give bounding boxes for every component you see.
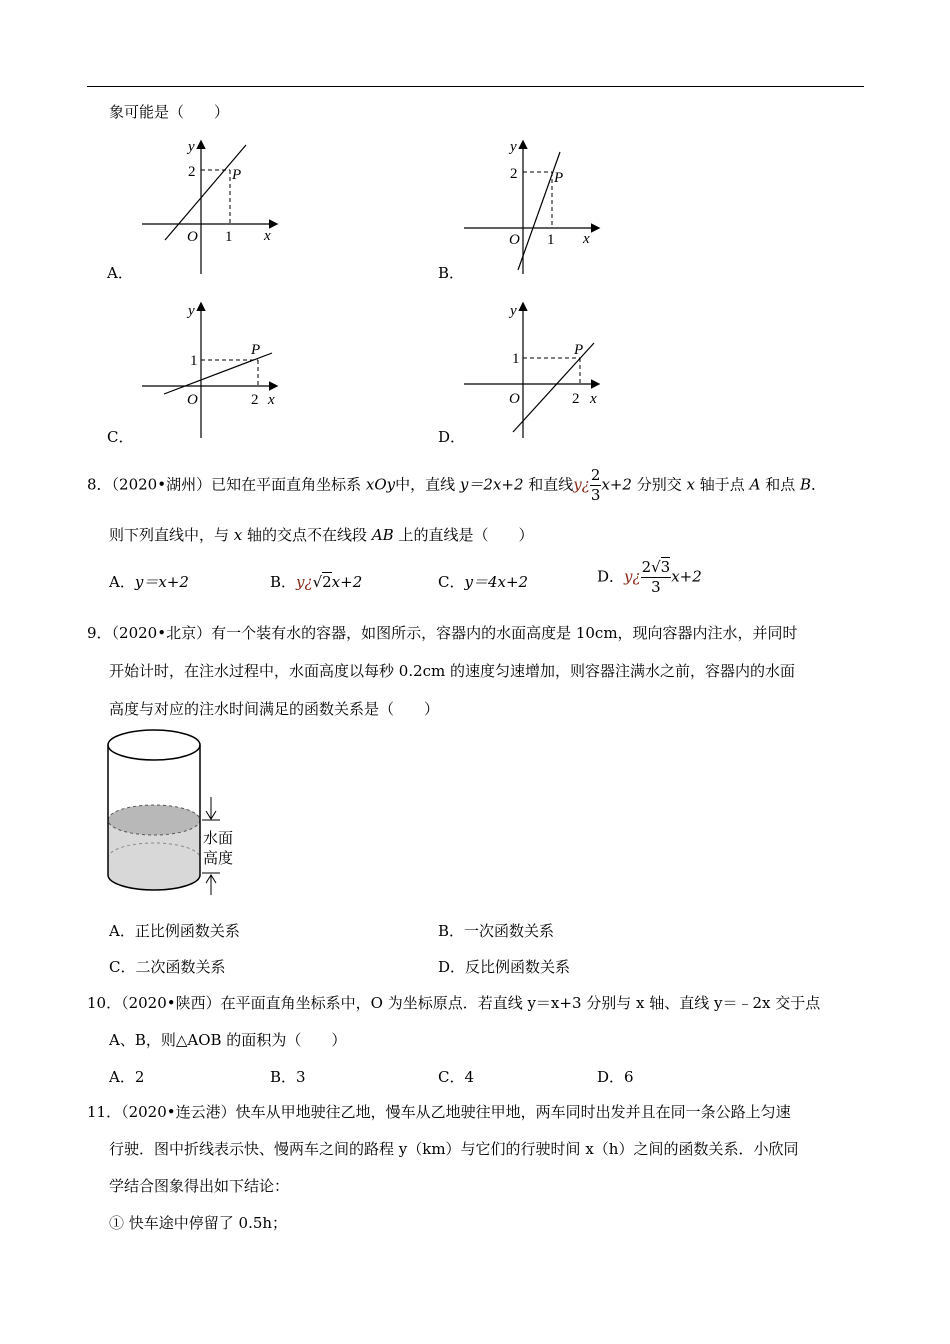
q8-x-var: x	[233, 526, 243, 544]
q8-point-a: A	[749, 475, 761, 494]
header-rule	[87, 86, 864, 87]
q7-graph-d	[460, 300, 610, 440]
q8-text: 分别交	[636, 475, 682, 494]
q10-number: 10．	[87, 994, 122, 1012]
q8-line2-fraction	[590, 468, 602, 503]
q9-option-b[interactable]: B．一次函数关系	[438, 922, 555, 940]
label-water-1: 水面	[203, 831, 234, 847]
option-text: y＝4x+2	[464, 573, 529, 591]
q9-container-figure	[100, 725, 250, 895]
graph-line	[165, 145, 246, 240]
y-tick-label: 2	[188, 164, 196, 180]
x-label: x	[590, 391, 597, 407]
y-tick-label: 2	[510, 166, 518, 182]
x-tick-label: 2	[572, 391, 580, 407]
x-label: x	[264, 228, 271, 244]
option-lhs: y¿	[624, 567, 641, 586]
x-tick-label: 1	[547, 232, 555, 248]
point-label: P	[554, 170, 564, 186]
option-label: D．	[597, 567, 625, 586]
q7-tail: 象可能是（ ）	[109, 103, 230, 121]
q8-x-var: x	[686, 475, 695, 494]
y-tick-label: 1	[190, 353, 198, 369]
q8-option-c[interactable]	[438, 571, 528, 592]
q7-graph-a	[138, 138, 288, 276]
point-label: P	[574, 342, 584, 358]
point-label: P	[232, 167, 242, 183]
q8-point-b: B	[800, 475, 812, 494]
q8-text: 和直线	[528, 475, 574, 494]
q9-text: 有一个装有水的容器，如图所示，容器内的水面高度是 10cm，现向容器内注水，并同时	[211, 624, 798, 642]
q8-line-2	[109, 524, 534, 545]
q7-option-c-label: C．	[107, 428, 134, 446]
denominator: 3	[590, 486, 601, 504]
q8-option-d[interactable]	[597, 560, 702, 595]
q8-number: 8．	[87, 475, 112, 494]
q9-option-c[interactable]: C．二次函数关系	[109, 958, 226, 976]
option-fraction: $\frac{2√3}{3}$	[641, 558, 671, 596]
option-lhs: y¿	[296, 573, 313, 591]
q9-line-2: 开始计时，在注水过程中，水面高度以每秒 0.2cm 的速度匀速增加，则容器注满水之前，容器内的水面	[109, 662, 796, 680]
q8-text: 轴的交点不在线段	[247, 526, 368, 544]
option-label: B．	[270, 573, 297, 591]
q9-option-a[interactable]: A．正比例函数关系	[109, 922, 240, 940]
q11-text: 快车从甲地驶往乙地，慢车从乙地驶往甲地，两车同时出发并且在同一条公路上匀速	[235, 1103, 791, 1121]
q10-option-d[interactable]: D．6	[597, 1068, 634, 1086]
numerator: 2	[590, 466, 601, 484]
radicand: 3	[660, 558, 671, 576]
q11-source: （2020•连云港）	[121, 1103, 236, 1121]
q10-option-a[interactable]: A．2	[109, 1068, 145, 1086]
q9-source: （2020•北京）	[111, 624, 212, 642]
option-label: A．	[109, 573, 135, 591]
q8-line2-lhs: y¿	[573, 475, 590, 494]
q10-text: 在平面直角坐标系中，O 为坐标原点．若直线 y＝x+3 分别与 x 轴、直线 y＝﹣2x 交于点	[220, 994, 821, 1012]
q8-text: 和点	[765, 475, 796, 494]
q8-text: 则下列直线中，与	[109, 526, 230, 544]
y-label: y	[188, 139, 195, 155]
q11-line-3: 学结合图象得出如下结论：	[109, 1177, 290, 1195]
y-label: y	[188, 303, 195, 319]
point-label: P	[251, 342, 261, 358]
q8-text: 轴于点	[699, 475, 745, 494]
q7-option-d-label: D．	[438, 428, 466, 446]
q8-source: （2020•湖州）	[111, 475, 212, 494]
option-rest: x+2	[671, 567, 702, 586]
y-label: y	[510, 139, 517, 155]
q11-item-1: ① 快车途中停留了 0.5h；	[109, 1214, 288, 1232]
q9-number: 9．	[87, 624, 112, 642]
sqrt: √2	[312, 573, 332, 591]
option-text: y＝x+2	[134, 573, 189, 591]
x-tick-label: 2	[251, 392, 259, 408]
q10-source: （2020•陕西）	[121, 994, 221, 1012]
label-water-2: 高度	[203, 851, 234, 867]
q7-option-b-label: B．	[438, 264, 465, 282]
q10-line-1	[87, 992, 820, 1013]
water-surface-outline	[108, 805, 200, 835]
q7-graph-b	[460, 138, 610, 276]
q8-text: 上的直线是（ ）	[398, 526, 534, 544]
q8-text: 中，直线	[395, 475, 456, 494]
q7-option-a-label: A．	[107, 264, 133, 282]
y-tick-label: 1	[512, 351, 520, 367]
q10-option-b[interactable]: B．3	[270, 1068, 306, 1086]
q11-line-2: 行驶．图中折线表示快、慢两车之间的路程 y（km）与它们的行驶时间 x（h）之间的函数关系．小欣同	[109, 1140, 799, 1158]
origin-label: O	[187, 392, 198, 408]
q9-line-3: 高度与对应的注水时间满足的函数关系是（ ）	[109, 700, 440, 718]
q8-text: 已知在平面直角坐标系	[211, 475, 362, 494]
q10-line-2: A、B，则△AOB 的面积为（ ）	[109, 1031, 347, 1049]
container-top-rim	[108, 730, 200, 760]
q8-line2-rest: x+2	[601, 475, 632, 494]
numerator-coef: 2	[641, 558, 652, 576]
option-rest: x+2	[331, 573, 363, 591]
q8-line1-eq: y＝2x+2	[459, 475, 524, 494]
q8-text: ．	[811, 475, 827, 494]
x-tick-label: 1	[225, 229, 233, 245]
q9-option-d[interactable]: D．反比例函数关系	[438, 958, 571, 976]
q10-option-c[interactable]: C．4	[438, 1068, 475, 1086]
x-label: x	[583, 231, 590, 247]
origin-label: O	[509, 232, 520, 248]
q7-graph-c	[138, 300, 288, 440]
q9-line-1	[87, 622, 798, 643]
q8-option-b[interactable]	[270, 571, 362, 592]
q11-number: 11．	[87, 1103, 122, 1121]
q8-option-a[interactable]	[109, 571, 189, 592]
q8-line-1	[87, 468, 826, 503]
radicand: 2	[322, 573, 332, 591]
denominator: 3	[651, 578, 661, 596]
q11-line-1	[87, 1101, 791, 1122]
x-label: x	[268, 392, 275, 408]
graph-line	[164, 353, 272, 394]
option-label: C．	[438, 573, 465, 591]
y-label: y	[510, 303, 517, 319]
q8-coord-sys: xOy	[365, 475, 396, 494]
q8-segment: AB	[371, 526, 394, 544]
origin-label: O	[187, 229, 198, 245]
origin-label: O	[509, 391, 520, 407]
